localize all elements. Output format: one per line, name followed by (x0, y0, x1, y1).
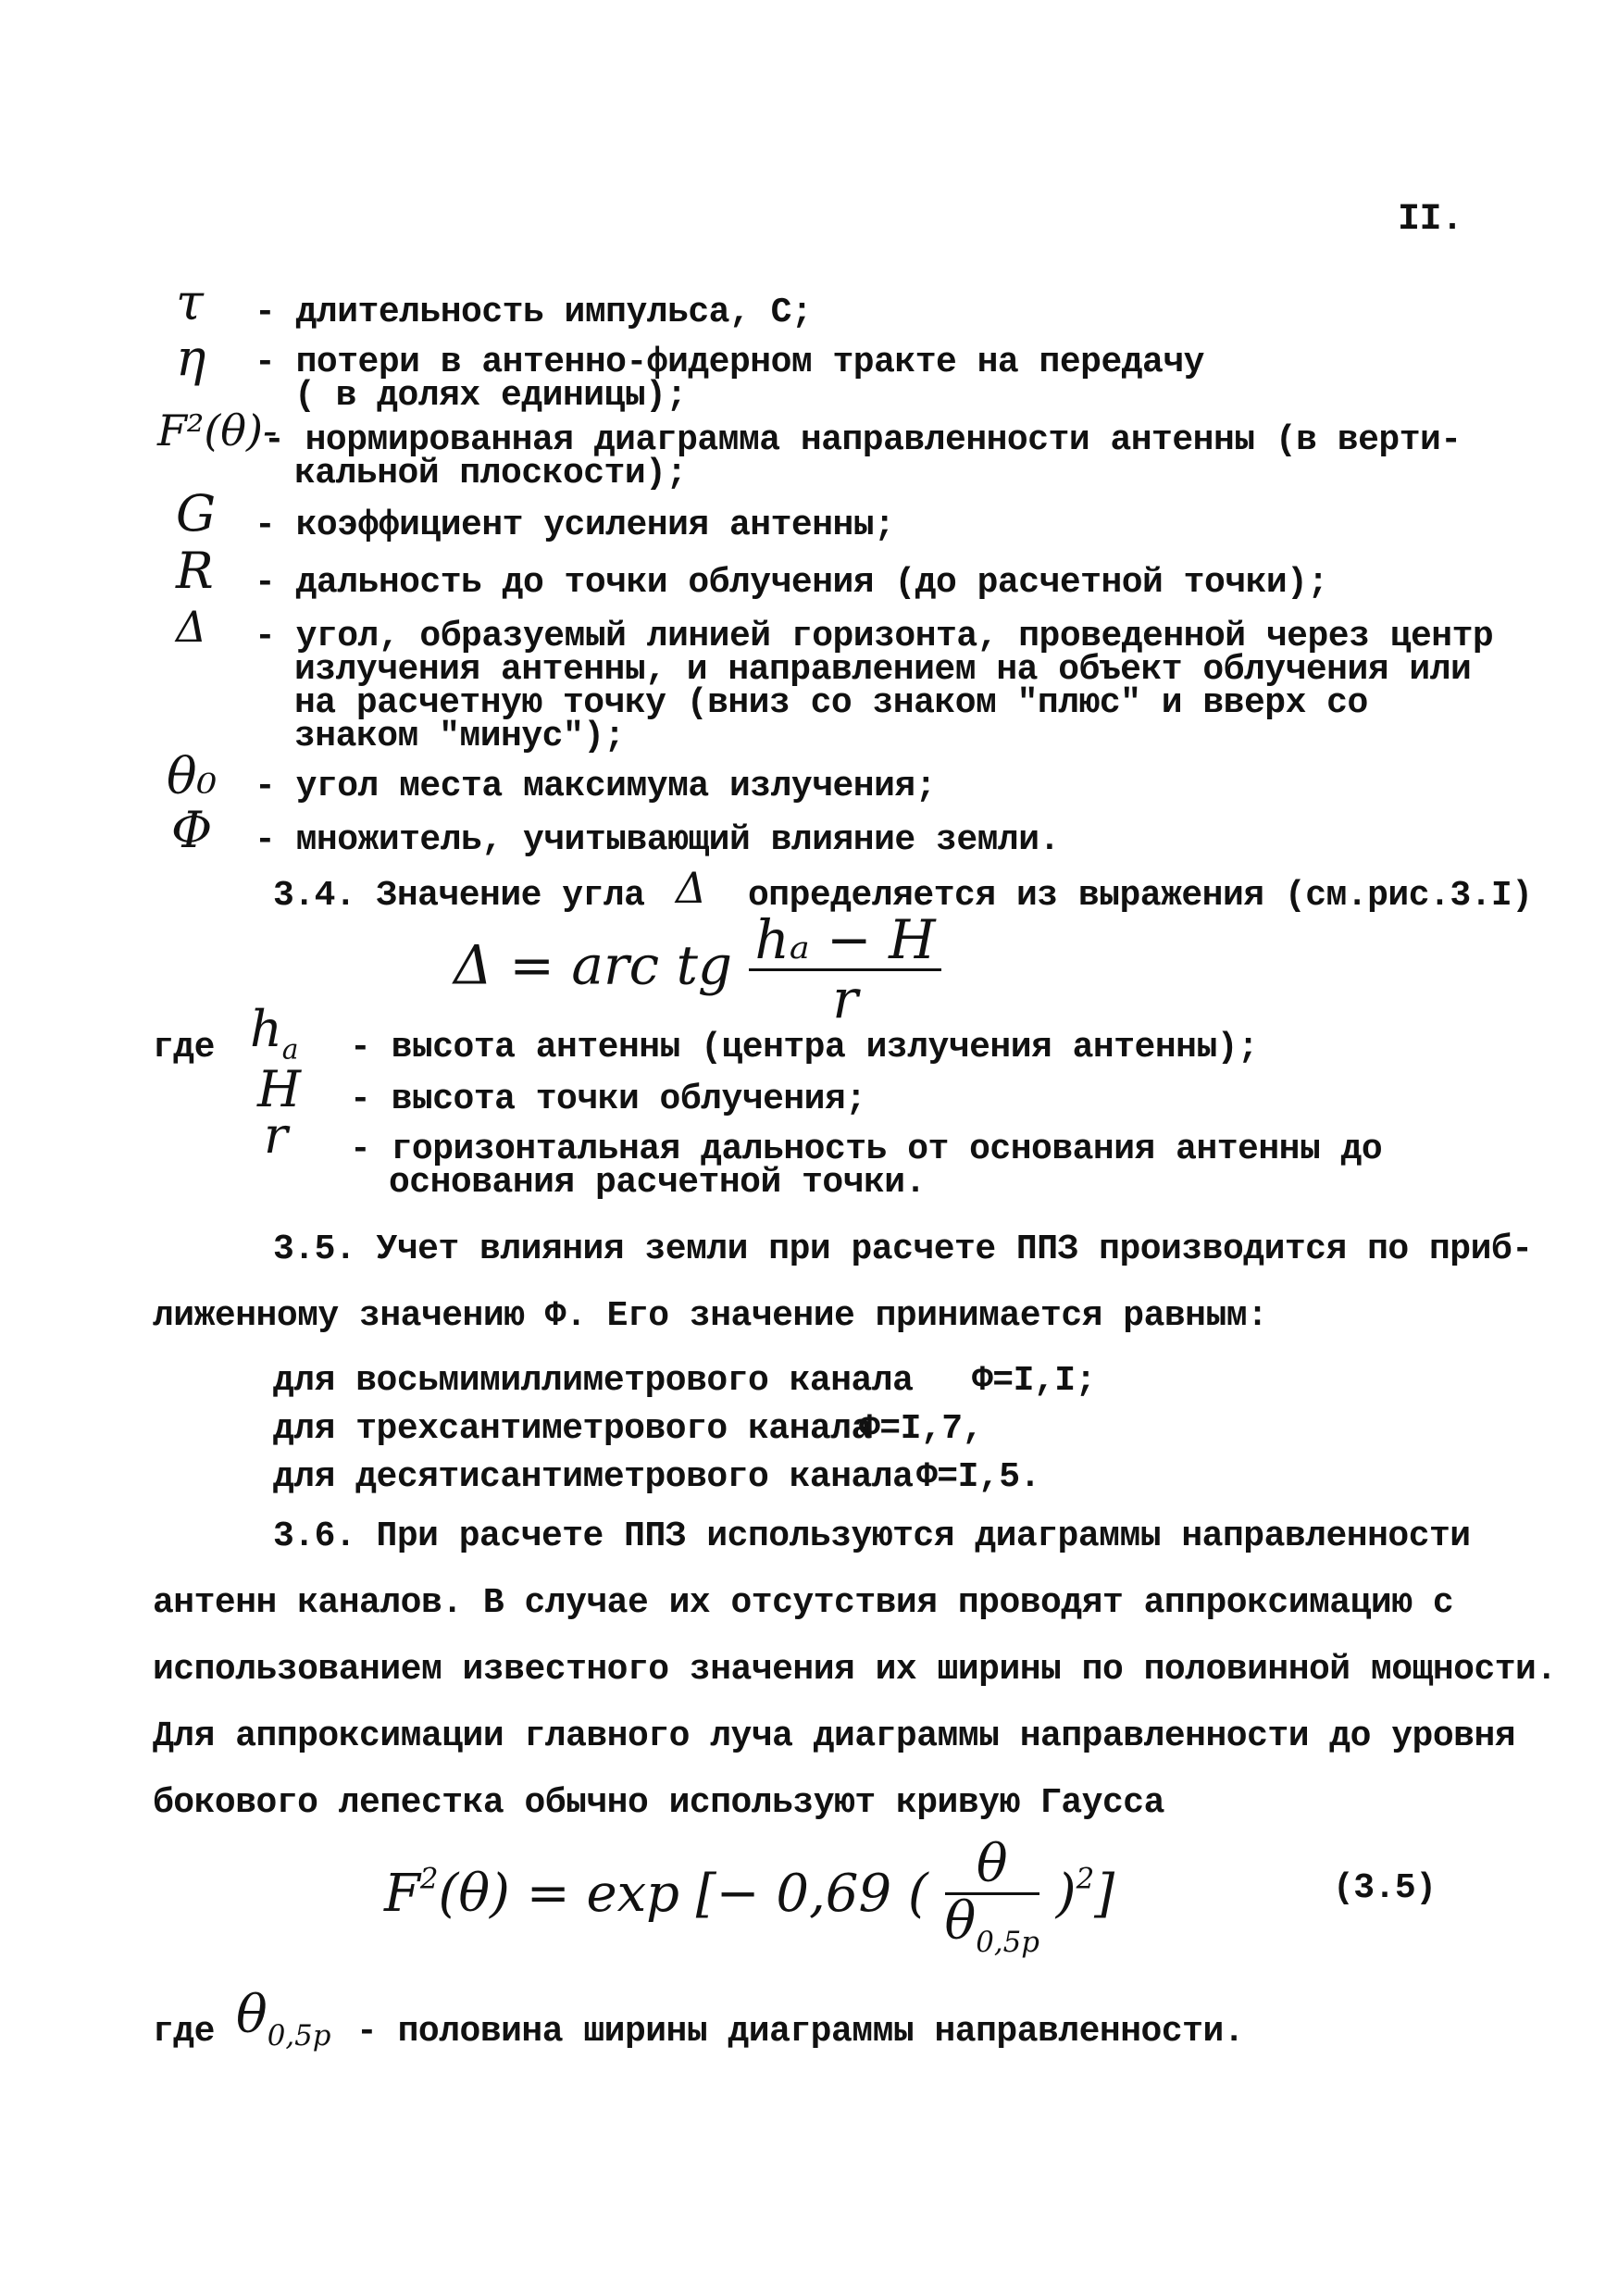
legend-text-theta0: - угол места максимума излучения; (255, 767, 937, 806)
formula-delta-lhs: Δ (454, 933, 492, 997)
section-3-5-line1: 3.5. Учет влияния земли при расчете ППЗ производится по приб- (273, 1229, 1533, 1269)
formula-gauss-rhs-start: exp [− 0,69 ( (586, 1864, 928, 1924)
formula-gauss-eq: = (526, 1864, 570, 1924)
section-3-5-line2: лиженному значению Ф. Его значение принимается равным: (153, 1296, 1268, 1336)
section-3-5-case-3-value: Ф=I,5. (916, 1457, 1040, 1497)
legend-symbol-eta: η (176, 329, 206, 387)
legend-symbol-range: R (176, 542, 214, 600)
where-1-label: где (153, 1028, 215, 1067)
legend-text-pattern-line1: - нормированная диаграмма направленности антенны (в верти- (264, 420, 1462, 460)
section-3-6-line1: 3.6. При расчете ППЗ используются диаграммы направленности (273, 1516, 1471, 1556)
where-2-symbol-theta: $\theta_{0,5р}$ (236, 1985, 331, 2053)
legend-text-gain: - коэффициент усиления антенны; (255, 505, 895, 545)
section-3-6-line3: использованием известного значения их ширины по половинной мощности. (153, 1650, 1557, 1690)
legend-text-phi: - множитель, учитывающий влияние земли. (255, 820, 1060, 860)
legend-text-delta-line3: на расчетную точку (вниз со знаком "плюс" и вверх со (294, 683, 1368, 723)
where-1-symbol-H: H (257, 1060, 302, 1118)
formula-delta-func: arc tg (571, 933, 733, 997)
section-3-6-line5: бокового лепестка обычно используют кривую Гаусса (153, 1783, 1164, 1823)
formula-delta-eq: = (509, 933, 554, 997)
where-2-text: - половина ширины диаграммы направленности. (356, 2012, 1245, 2052)
formula-delta (454, 908, 941, 1030)
legend-text-eta-line2: ( в долях единицы); (294, 376, 687, 416)
section-3-5-case-3-label: для десятисантиметрового канала (273, 1457, 914, 1497)
section-3-4-symbol: Δ (676, 863, 707, 913)
section-3-5-case-2-label: для трехсантиметрового канала (273, 1409, 872, 1449)
legend-text-eta-line1: - потери в антенно-фидерном тракте на передачу (255, 343, 1204, 382)
where-1-text-r-line1: - горизонтальная дальность от основания антенны до (350, 1129, 1383, 1169)
where-1-text-r-line2: основания расчетной точки. (389, 1163, 926, 1203)
section-3-4-text-after: определяется из выражения (см.рис.3.I) (748, 876, 1533, 916)
where-1-text-ha: - высота антенны (центра излучения антенны); (350, 1028, 1259, 1067)
formula-gauss-rhs-end: ) (1055, 1864, 1077, 1924)
section-3-5-case-1-label: для восьмимиллиметрового канала (273, 1361, 914, 1401)
formula-gauss-fraction (944, 1834, 1039, 1959)
section-3-6-line2: антенн каналов. В случае их отсутствия проводят аппроксимацию с (153, 1583, 1454, 1623)
legend-text-pattern-line2: кальной плоскости); (294, 454, 687, 493)
where-1-text-H: - высота точки облучения; (350, 1079, 866, 1119)
equation-number: (3.5) (1333, 1868, 1437, 1908)
page-number: II. (1398, 199, 1463, 241)
formula-delta-fraction (749, 908, 940, 1030)
formula-gauss-numerator: θ (945, 1838, 1039, 1895)
formula-gauss-denominator: $\theta_{0,5р}$ (944, 1890, 1039, 1959)
formula-delta-denominator: r (832, 967, 858, 1030)
where-1-symbol-r: r (264, 1106, 288, 1165)
where-1-symbol-ha: $h_a$ (250, 1000, 299, 1067)
section-3-5-case-2-value: Ф=I,7, (859, 1409, 983, 1449)
legend-symbol-pattern: F²(θ)- (157, 406, 278, 455)
section-3-4-text-before: 3.4. Значение угла (273, 876, 645, 916)
section-3-6-line4: Для аппроксимации главного луча диаграммы направленности до уровня (153, 1716, 1516, 1756)
formula-gauss-lhs-sup: 2 (419, 1862, 439, 1896)
formula-delta-numerator: hₐ − H (749, 912, 940, 971)
legend-symbol-gain: G (176, 484, 217, 543)
section-3-5-case-1-value: Ф=I,I; (972, 1361, 1096, 1401)
legend-symbol-delta: Δ (176, 602, 207, 652)
legend-text-range: - дальность до точки облучения (до расчетной точки); (255, 563, 1328, 603)
legend-symbol-phi: Φ (171, 801, 213, 859)
legend-symbol-theta0: θ₀ (167, 747, 218, 805)
formula-gauss (384, 1834, 1115, 1959)
formula-gauss-close: ] (1094, 1864, 1115, 1924)
legend-text-delta-line1: - угол, образуемый линией горизонта, проведенной через центр (255, 617, 1494, 656)
formula-gauss-lhs: F (384, 1864, 420, 1924)
formula-gauss-lhs-arg: (θ) (438, 1864, 510, 1924)
legend-text-tau: - длительность импульса, С; (255, 293, 813, 332)
where-2-label: где (153, 2012, 215, 2052)
legend-text-delta-line4: знаком "минус"); (294, 717, 625, 756)
legend-text-delta-line2: излучения антенны, и направлением на объект облучения или (294, 650, 1472, 690)
formula-gauss-rhs-sup: 2 (1076, 1862, 1095, 1896)
legend-symbol-tau: τ (176, 273, 204, 331)
